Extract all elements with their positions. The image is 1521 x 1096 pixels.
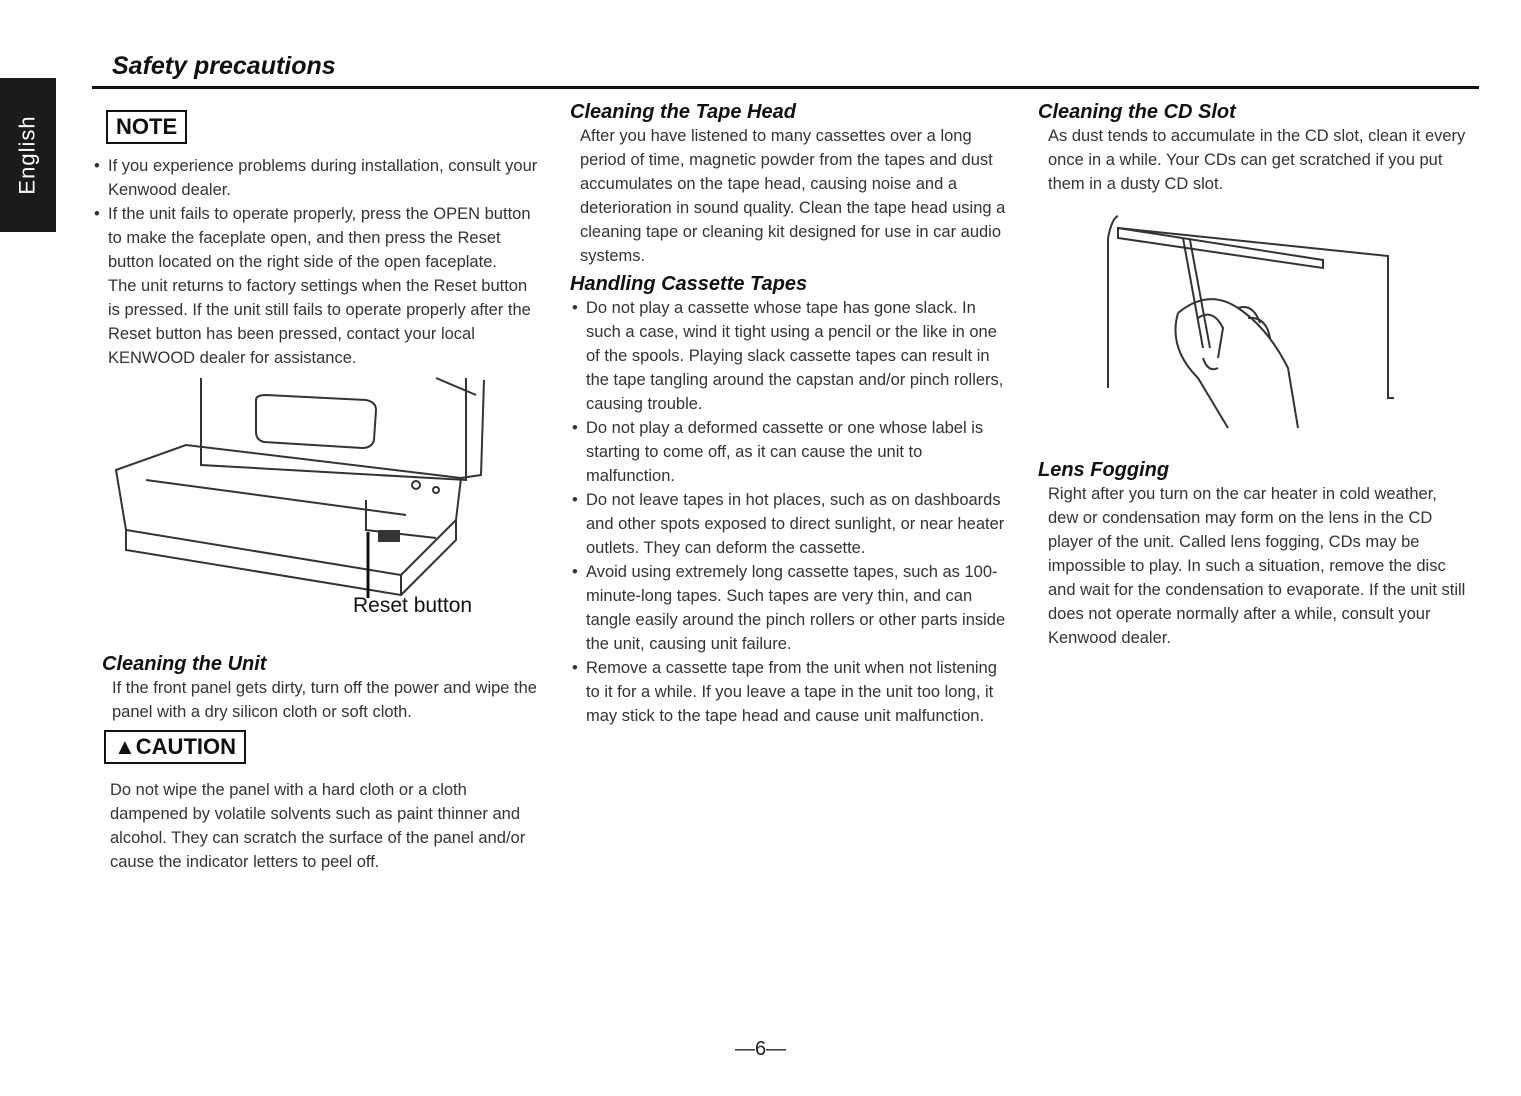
section-title: Cleaning the Unit bbox=[102, 653, 267, 675]
caution-box bbox=[104, 730, 540, 764]
section-text: Right after you turn on the car heater in cold weather, dew or condensation may form on the lens in the CD player of the unit. Called lens fogging, CDs may be impossible to play. In such a situation, remove the disc and wait for the condensation to evaporate. If the unit still does not operate normally after a while, consult your Kenwood dealer. bbox=[1048, 485, 1466, 647]
page-number: —6— bbox=[734, 1038, 787, 1060]
page-title: Safety precautions bbox=[112, 52, 336, 80]
note-label: NOTE bbox=[106, 110, 187, 144]
column-middle bbox=[570, 100, 1010, 728]
column-left bbox=[92, 100, 540, 874]
section-title: Handling Cassette Tapes bbox=[570, 273, 808, 295]
section-text: After you have listened to many cassettes over a long period of time, magnetic powder from the tapes and dust accumulates on the tape head, causing noise and a deterioration in sound quality. Clean the tape head using a cleaning tape or cleaning kit designed for use in car audio systems. bbox=[580, 127, 1006, 265]
list-item: • Do not leave tapes in hot places, such as on dashboards and other spots exposed to direct sunlight, or near heater outlets. They can deform the cassette. bbox=[570, 488, 1010, 560]
note-box bbox=[106, 110, 540, 144]
note-list bbox=[92, 154, 540, 274]
list-item: • Avoid using extremely long cassette tapes, such as 100-minute-long tapes. Such tapes are very thin, and can tangle easily around the pinch rollers or other parts inside the unit, causing unit failure. bbox=[570, 560, 1010, 656]
figure-caption: Reset button bbox=[353, 594, 473, 617]
list-item: • If you experience problems during installation, consult your Kenwood dealer. bbox=[92, 154, 540, 202]
faceplate-illustration bbox=[106, 370, 506, 610]
cleaning-hand-illustration bbox=[1098, 208, 1408, 438]
reset-button-graphic bbox=[378, 530, 400, 542]
caution-text: Do not wipe the panel with a hard cloth or a cloth dampened by volatile solvents such as paint thinner and alcohol. They can scratch the surface of the panel and/or cause the indicator letters to peel off. bbox=[110, 781, 526, 871]
note-followup: The unit returns to factory settings when the Reset button is pressed. If the unit still fails to operate properly after the Reset button has been pressed, contact your local KENWOOD dealer for assistance. bbox=[108, 277, 531, 367]
list-item: • Do not play a cassette whose tape has gone slack. In such a case, wind it tight using a pencil or the like in one of the spools. Playing slack cassette tapes can result in the tape tangling around the capstan and/or pinch rollers, causing trouble. bbox=[570, 296, 1010, 416]
list-item: • If the unit fails to operate properly, press the OPEN button to make the faceplate open, and then press the Reset button located on the right side of the open faceplate. bbox=[92, 202, 540, 274]
section-text: If the front panel gets dirty, turn off the power and wipe the panel with a dry silicon cloth or soft cloth. bbox=[112, 679, 537, 721]
section-title: Lens Fogging bbox=[1038, 459, 1170, 481]
header-rule bbox=[92, 86, 1479, 89]
cd-slot-figure bbox=[1098, 208, 1468, 438]
section-cleaning-unit bbox=[92, 652, 540, 724]
list-item: • Remove a cassette tape from the unit when not listening to it for a while. If you leave a tape in the unit too long, it may stick to the tape head and cause unit malfunction. bbox=[570, 656, 1010, 728]
section-title: Cleaning the Tape Head bbox=[570, 101, 796, 123]
language-tab bbox=[0, 78, 56, 232]
language-label: English bbox=[15, 115, 40, 195]
handling-list bbox=[570, 296, 1010, 728]
section-text: As dust tends to accumulate in the CD slot, clean it every once in a while. Your CDs can get scratched if you put them in a dusty CD slot. bbox=[1048, 127, 1466, 193]
reset-figure bbox=[106, 370, 526, 632]
section-title: Cleaning the CD Slot bbox=[1038, 101, 1236, 123]
list-item: • Do not play a deformed cassette or one whose label is starting to come off, as it can cause the unit to malfunction. bbox=[570, 416, 1010, 488]
caution-label: ▲CAUTION bbox=[104, 730, 246, 764]
column-right bbox=[1038, 100, 1468, 650]
